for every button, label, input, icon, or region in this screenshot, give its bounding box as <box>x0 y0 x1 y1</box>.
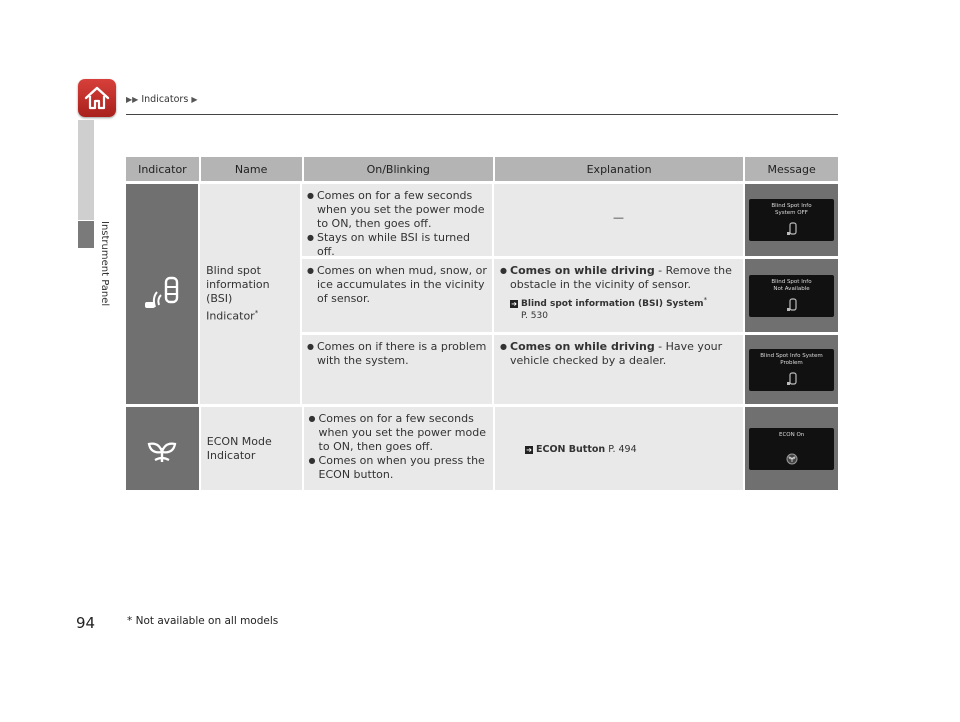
col-header-on-blinking: On/Blinking <box>304 157 493 181</box>
message-cell <box>745 259 838 332</box>
econ-indicator-cell <box>126 407 199 490</box>
footnote-mark: * <box>254 309 259 318</box>
header-rule <box>126 114 838 115</box>
table-row <box>302 259 838 332</box>
on-blinking-cell <box>304 407 493 490</box>
bsi-name-line: Blind spot <box>206 264 261 278</box>
list-item: ● Comes on when you press the ECON button. <box>309 454 488 482</box>
blind-spot-icon <box>787 222 797 236</box>
econ-leaf-icon <box>786 453 798 465</box>
table-row <box>302 184 838 256</box>
econ-name-line: Indicator <box>206 448 256 462</box>
reference-arrow-icon: ➜ <box>511 300 517 308</box>
indicators-table <box>126 157 838 490</box>
breadcrumb-current[interactable]: Indicators <box>141 94 189 105</box>
cross-reference-link[interactable]: ➜ Blind spot information (BSI) System* P. 530 <box>511 296 708 321</box>
explanation-cell: ● Comes on while driving - Remove the obstacle in the vicinity of sensor. ➜ Blind spot information (BSI) System* P. 530 <box>494 259 743 332</box>
bsi-group <box>126 184 838 404</box>
blind-spot-icon <box>787 372 797 386</box>
col-header-explanation: Explanation <box>495 157 743 181</box>
cross-reference-link[interactable]: ➜ ECON Button P. 494 <box>526 443 637 455</box>
message-screen: Blind Spot Info Not Available <box>749 275 834 317</box>
on-blinking-cell <box>302 184 492 256</box>
list-item: ● Comes on for a few seconds when you set the power mode to ON, then goes off. <box>307 189 487 231</box>
breadcrumb-arrow-icon: ▶ <box>191 95 198 104</box>
reference-arrow-icon: ➜ <box>526 445 532 454</box>
message-cell <box>745 184 838 256</box>
breadcrumb[interactable] <box>126 94 197 105</box>
side-tab-bar <box>78 120 94 220</box>
blind-spot-icon <box>787 298 797 312</box>
bsi-indicator-cell <box>126 184 198 404</box>
list-item: ● Stays on while BSI is turned off. <box>307 231 487 259</box>
list-item: ● Comes on for a few seconds when you set the power mode to ON, then goes off. <box>309 412 488 454</box>
breadcrumb-arrow-icon: ▶▶ <box>126 95 139 104</box>
econ-leaf-icon <box>145 432 179 466</box>
message-screen: ECON On <box>749 428 834 470</box>
econ-name-cell <box>201 407 302 490</box>
message-screen: Blind Spot Info System Problem <box>749 349 834 391</box>
home-icon <box>83 84 111 112</box>
page-number: 94 <box>76 614 96 632</box>
col-header-name: Name <box>201 157 302 181</box>
explanation-cell <box>495 407 743 490</box>
message-screen: Blind Spot Info System OFF <box>749 199 834 241</box>
message-cell <box>745 335 838 404</box>
section-label: Instrument Panel <box>99 221 110 307</box>
side-tab-active <box>78 221 94 248</box>
list-item: ● Comes on if there is a problem with the system. <box>307 340 487 368</box>
econ-group <box>126 407 838 490</box>
table-row <box>302 335 838 404</box>
col-header-message: Message <box>745 157 838 181</box>
message-cell <box>745 407 838 490</box>
explanation-cell: — <box>494 184 743 256</box>
on-blinking-cell <box>302 335 492 404</box>
explanation-cell: ● Comes on while driving - Have your vehicle checked by a dealer. <box>494 335 743 404</box>
blind-spot-icon <box>142 274 182 314</box>
col-header-indicator: Indicator <box>126 157 199 181</box>
bsi-name-line: Indicator <box>206 309 255 323</box>
bsi-name-cell <box>200 184 300 404</box>
on-blinking-cell <box>302 259 492 332</box>
bsi-name-line: information (BSI) <box>206 278 270 306</box>
footnote: * Not available on all models <box>127 615 279 627</box>
list-item: ● Comes on when mud, snow, or ice accumulates in the vicinity of sensor. <box>307 264 487 306</box>
econ-name-line: ECON Mode <box>206 434 272 448</box>
home-button[interactable] <box>78 79 116 117</box>
table-header <box>126 157 838 181</box>
